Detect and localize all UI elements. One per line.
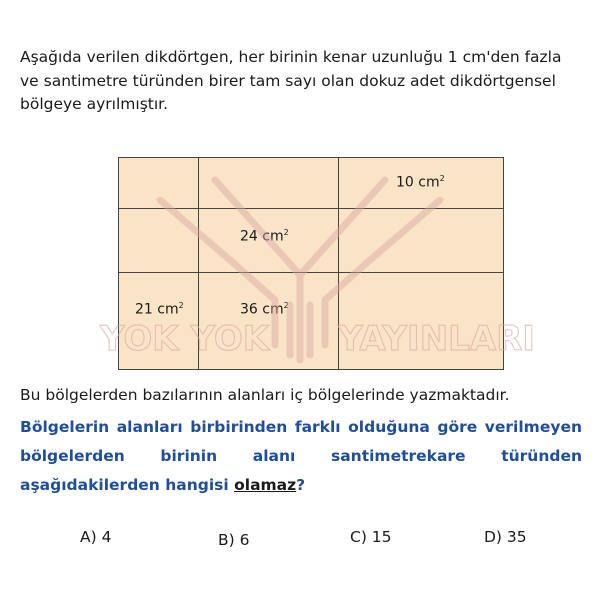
note-text: Bu bölgelerden bazılarının alanları iç bölgelerinde yazmaktadır. — [20, 386, 510, 404]
choice-a[interactable]: A) 4 — [80, 528, 112, 546]
watermark-text-left: YOK YOK — [100, 319, 270, 359]
area-label-24: 24 $cm^2$ — [240, 228, 289, 245]
intro-text — [20, 46, 585, 117]
choice-c[interactable]: C) 15 — [350, 528, 392, 546]
grid-line-horizontal-1 — [119, 208, 503, 209]
choice-b[interactable]: B) 6 — [218, 531, 250, 549]
intro-line-3: bölgeye ayrılmıştır. — [20, 95, 169, 113]
area-label-36: 36 $cm^2$ — [240, 301, 289, 318]
watermark-text-right: YAYINLARI — [338, 319, 535, 359]
question-emphasis: olamaz — [234, 476, 297, 494]
rectangle-figure — [118, 157, 504, 370]
area-label-10: 10 $cm^2$ — [396, 174, 445, 191]
grid-line-vertical-2 — [338, 158, 339, 369]
grid-line-vertical-1 — [198, 158, 199, 369]
question-text: Bölgelerin alanları birbirinden farklı olduğuna göre verilmeyen bölgelerden birinin alanı santimetrekare türünden aşağıdakilerden hangisi olamaz? — [20, 418, 582, 494]
intro-line-1: Aşağıda verilen dikdörtgen, her birinin kenar uzunluğu 1 cm'den fazla — [20, 48, 562, 66]
choice-d[interactable]: D) 35 — [484, 528, 527, 546]
intro-line-2: ve santimetre türünden birer tam sayı olan dokuz adet dikdörtgensel — [20, 71, 556, 90]
area-label-21: 21 $cm^2$ — [135, 301, 184, 318]
grid-line-horizontal-2 — [119, 272, 503, 273]
